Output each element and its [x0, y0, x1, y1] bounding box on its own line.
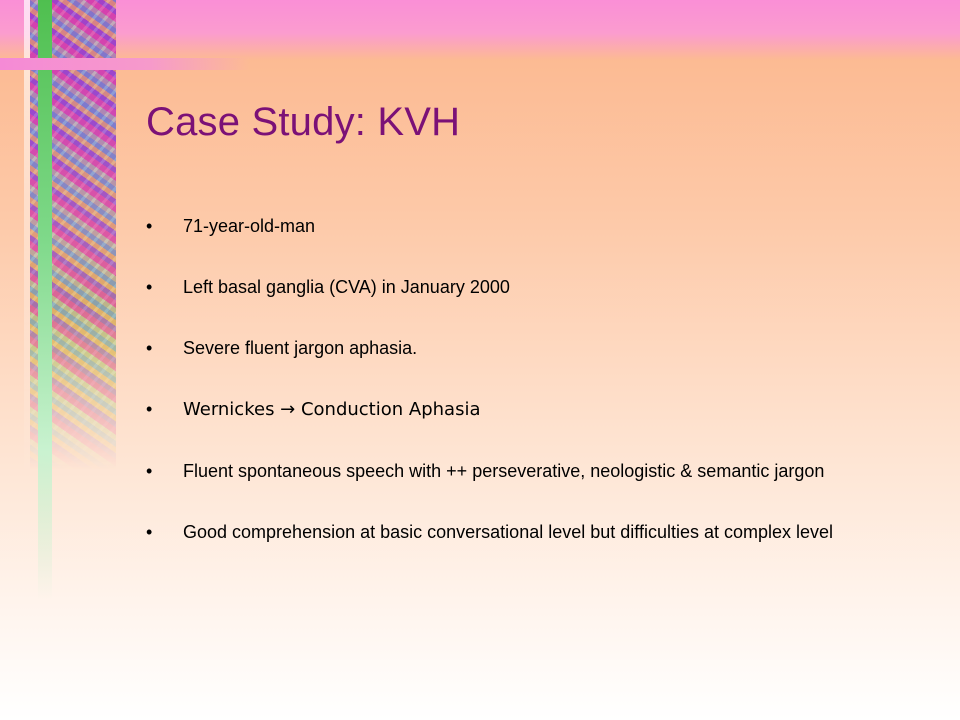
bullet-text: 71-year-old-man [183, 216, 316, 236]
bullet-dot: • [146, 216, 153, 236]
bullet-text: Good comprehension at basic conversational level but difficulties at complex level [183, 522, 834, 542]
bullet-dot: • [146, 461, 153, 481]
slide-title: Case Study: KVH [146, 100, 461, 144]
decorative-pink-bar [0, 58, 250, 70]
bullet-dot: • [146, 399, 153, 419]
bullet-text: Left basal ganglia (CVA) in January 2000 [183, 277, 510, 297]
bullet-dot: • [146, 277, 153, 297]
bullet-text: Severe fluent jargon aphasia. [183, 338, 418, 358]
bullet-text: Wernickes → Conduction Aphasia [183, 399, 481, 420]
bullet-item [146, 459, 946, 483]
bullet-item [146, 520, 946, 544]
bullet-list [146, 214, 946, 581]
decorative-green-bar [38, 0, 52, 600]
top-pink-band [0, 0, 960, 60]
bullet-item [146, 397, 946, 422]
bullet-item [146, 214, 946, 238]
bullet-dot: • [146, 338, 153, 358]
decorative-light-bar [24, 0, 30, 480]
bullet-text: Fluent spontaneous speech with ++ perseverative, neologistic & semantic jargon [183, 461, 825, 481]
bullet-item [146, 336, 946, 360]
bullet-item [146, 275, 946, 299]
bullet-dot: • [146, 522, 153, 542]
